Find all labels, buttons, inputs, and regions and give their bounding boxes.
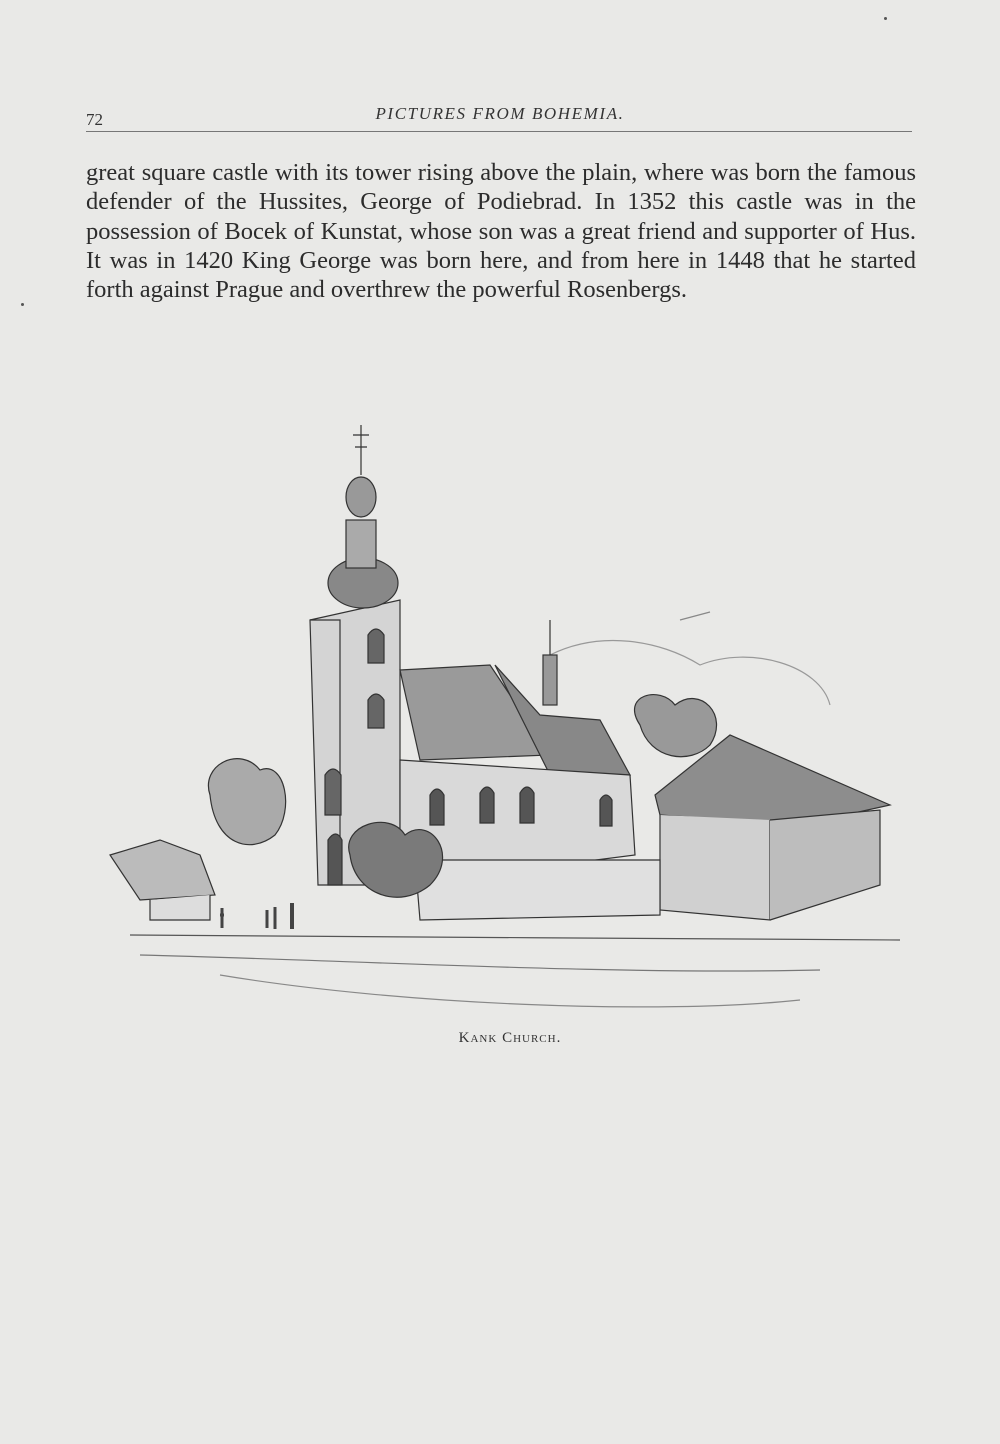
header-rule xyxy=(86,131,912,132)
running-title: PICTURES FROM BOHEMIA. xyxy=(375,104,625,123)
paper-speck xyxy=(884,17,887,20)
page-number: 72 xyxy=(86,110,103,129)
church-illustration xyxy=(100,415,920,1025)
body-paragraph: great square castle with its tower rising above the plain, where was born the famous defender of the Hussites, George of Podiebrad. In 1352 this castle was in the possession of Bocek of Kunstat, whose son was a great friend and supporter of Hus. It was in 1420 King George was born here, and from here in 1448 that he started forth against Prague and overthrew the powerful Rosenbergs. xyxy=(86,159,916,304)
paper-speck xyxy=(21,303,24,306)
figure-caption: Kank Church. xyxy=(458,1030,562,1046)
